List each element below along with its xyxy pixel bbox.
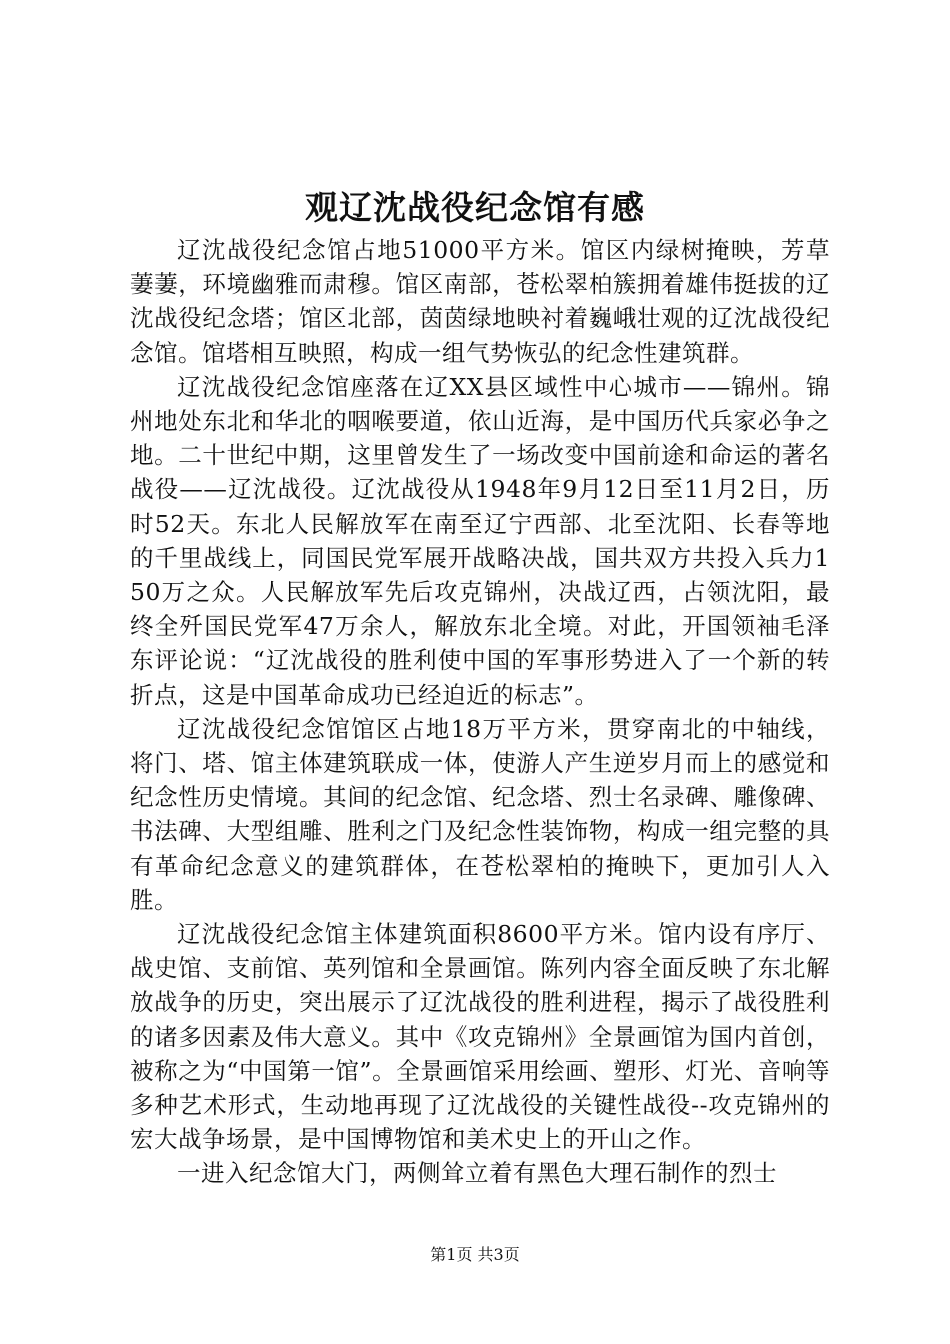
paragraph-3: 辽沈战役纪念馆馆区占地18万平方米，贯穿南北的中轴线，将门、塔、馆主体建筑联成一体，使游人产生逆岁月而上的感觉和纪念性历史情境。其间的纪念馆、纪念塔、烈士名录碑、雕像碑、书法碑、大型组雕、胜利之门及纪念性装饰物，构成一组完整的具有革命纪念意义的建筑群体，在苍松翠柏的掩映下，更加引人入胜。 — [130, 714, 830, 914]
paragraph-1: 辽沈战役纪念馆占地51000平方米。馆区内绿树掩映，芳草萋萋，环境幽雅而肃穆。馆区南部，苍松翠柏簇拥着雄伟挺拔的辽沈战役纪念塔；馆区北部，茵茵绿地映衬着巍峨壮观的辽沈战役纪念馆。馆塔相互映照，构成一组气势恢弘的纪念性建筑群。 — [130, 236, 830, 367]
paragraph-4: 辽沈战役纪念馆主体建筑面积8600平方米。馆内设有序厅、战史馆、支前馆、英列馆和全景画馆。陈列内容全面反映了东北解放战争的历史，突出展示了辽沈战役的胜利进程，揭示了战役胜利的诸多因素及伟大意义。其中《攻克锦州》全景画馆为国内首创，被称之为“中国第一馆”。全景画馆采用绘画、塑形、灯光、音响等多种艺术形式，生动地再现了辽沈战役的关键性战役--攻克锦州的宏大战争场景，是中国博物馆和美术史上的开山之作。 — [130, 920, 830, 1154]
document-title: 观辽沈战役纪念馆有感 — [305, 188, 645, 227]
paragraph-2: 辽沈战役纪念馆座落在辽XX县区域性中心城市——锦州。锦州地处东北和华北的咽喉要道，依山近海，是中国历代兵家必争之地。二十世纪中期，这里曾发生了一场改变中国前途和命运的著名战役——辽沈战役。辽沈战役从1948年9月12日至11月2日，历时52天。东北人民解放军在南至辽宁西部、北至沈阳、长春等地的千里战线上，同国民党军展开战略决战，国共双方共投入兵力150万之众。人民解放军先后攻克锦州，决战辽西，占领沈阳，最终全歼国民党军47万余人，解放东北全境。对此，开国领袖毛泽东评论说：“辽沈战役的胜利使中国的军事形势进入了一个新的转折点，这是中国革命成功已经迫近的标志”。 — [130, 372, 830, 709]
paragraph-5: 一进入纪念馆大门，两侧耸立着有黑色大理石制作的烈士 — [177, 1159, 777, 1188]
document-body — [130, 233, 830, 1191]
page-footer: 第1页 共3页 — [430, 1245, 520, 1264]
